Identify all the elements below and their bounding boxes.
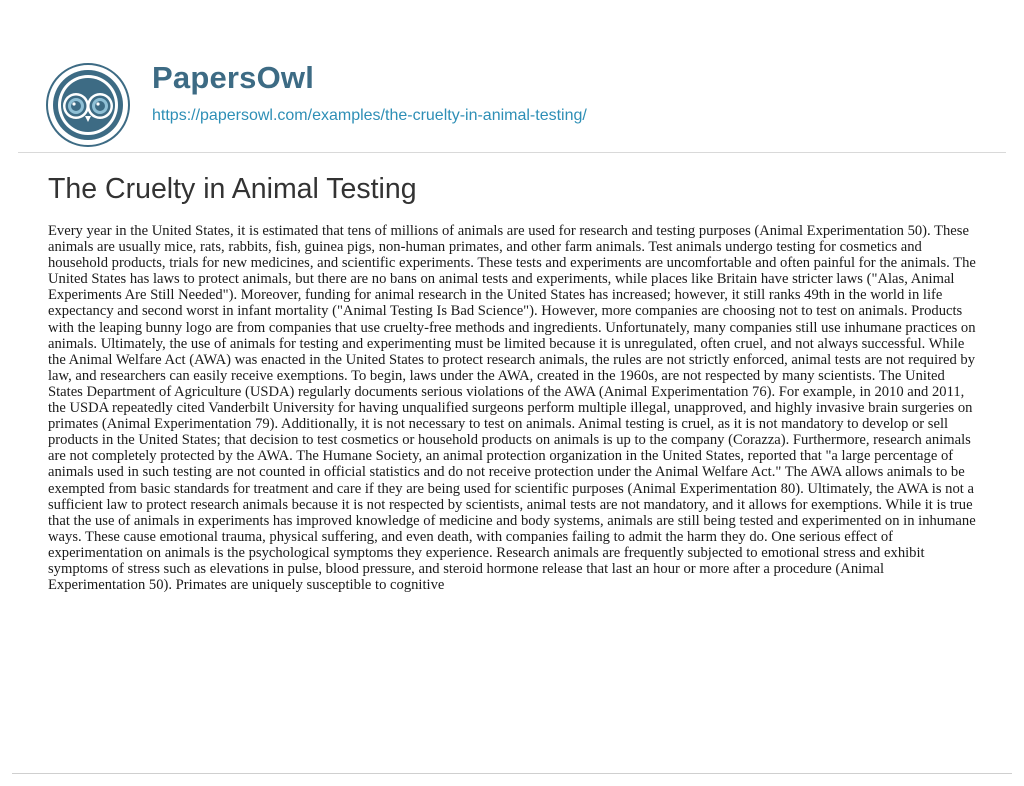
- footer-divider: [12, 773, 1012, 774]
- brand-name[interactable]: PapersOwl: [152, 60, 315, 95]
- source-url-link[interactable]: https://papersowl.com/examples/the-cruelty-in-animal-testing/: [152, 107, 587, 124]
- site-header: [0, 0, 1024, 160]
- owl-logo-icon: [45, 62, 131, 148]
- document-title: The Cruelty in Animal Testing: [48, 173, 417, 205]
- header-divider: [18, 152, 1006, 153]
- document-body: Every year in the United States, it is estimated that tens of millions of animals are used for research and testing purposes (Animal Experimentation 50). These animals are usually mice, rats, rabbits, fish, guinea pigs, non-human primates, and other farm animals. Test animals undergo testing for cosmetics and household products, trials for new medicines, and scientific experiments. These tests and experiments are uncomfortable and often painful for the animals. The United States has laws to protect animals, but there are no bans on animal tests and experiments, while places like Britain have stricter laws ("Alas, Animal Experiments Are Still Needed"). Moreover, funding for animal research in the United States has increased; however, it still ranks 49th in the world in life expectancy and second worst in infant mortality ("Animal Testing Is Bad Science"). However, more companies are choosing not to test on animals. Products with the leaping bunny logo are from companies that use cruelty-free methods and ingredients. Unfortunately, many companies still use inhumane practices on animals. Ultimately, the use of animals for testing and experimenting must be limited because it is unregulated, often cruel, and not always successful. While the Animal Welfare Act (AWA) was enacted in the United States to protect research animals, the rules are not strictly enforced, animal tests are not required by law, and researchers can easily receive exemptions. To begin, laws under the AWA, created in the 1960s, are not respected by many scientists. The United States Department of Agriculture (USDA) regularly documents serious violations of the AWA (Animal Experimentation 76). For example, in 2010 and 2011, the USDA repeatedly cited Vanderbilt University for having unqualified surgeons perform multiple illegal, unapproved, and highly invasive brain surgeries on primates (Animal Experimentation 79). Additionally, it is not necessary to test on animals. Animal testing is cruel, as it is not mandatory to develop or sell products in the United States; that decision to test cosmetics or household products on animals is up to the company (Corazza). Furthermore, research animals are not completely protected by the AWA. The Humane Society, an animal protection organization in the United States, reported that "a large percentage of animals used in such testing are not counted in official statistics and do not receive protection under the Animal Welfare Act." The AWA allows animals to be exempted from basic standards for treatment and care if they are being used for scientific purposes (Animal Experimentation 80). Ultimately, the AWA is not a sufficient law to protect research animals because it is not respected by scientists, animal tests are not mandatory, and it allows for exemptions. While it is true that the use of animals in experiments has improved knowledge of medicine and body systems, animals are still being tested and experimented on in inhumane ways. These cause emotional trauma, physical suffering, and even death, with companies failing to admit the harm they do. One serious effect of experimentation on animals is the psychological symptoms they experience. Research animals are frequently subjected to emotional stress and exhibit symptoms of stress such as elevations in pulse, blood pressure, and steroid hormone release that last an hour or more after a procedure (Animal Experimentation 50). Primates are uniquely susceptible to cognitive: [48, 223, 976, 594]
